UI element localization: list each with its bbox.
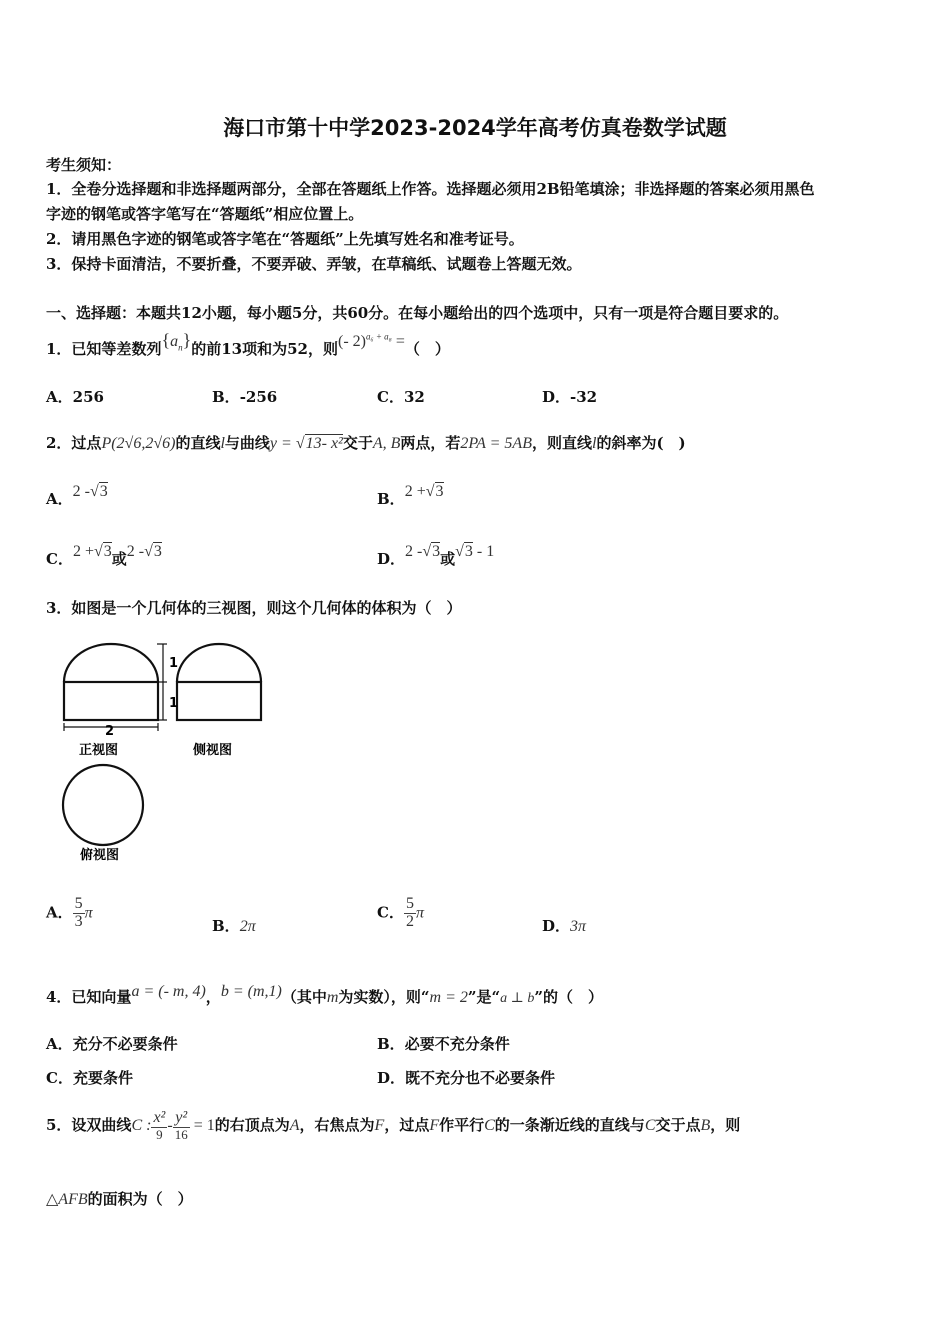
question-3: 3．如图是一个几何体的三视图，则这个几何体的体积为（ ） [46, 599, 462, 617]
q5-end: ，则 [710, 1116, 741, 1134]
notice-line-1b: 字迹的钢笔或答字笔写在“答题纸”相应位置上。 [46, 205, 364, 223]
q2-option-d [377, 543, 495, 569]
q1-option-d [542, 386, 597, 407]
q2-option-c-or: 或 [111, 550, 127, 568]
q2-curve-radicand: 13- x² [305, 435, 343, 452]
q3-option-b [212, 915, 256, 936]
page-title: 海口市第十中学2023-2024学年高考仿真卷数学试题 [223, 116, 727, 140]
q4-option-a-label: A． [46, 1035, 73, 1053]
q5-minus: - [167, 1117, 173, 1134]
q1-option-b-text: -256 [239, 388, 278, 406]
q5-sixteen: 16 [174, 1127, 188, 1143]
q4-option-d-label: D． [377, 1069, 406, 1087]
q5-nine: 9 [156, 1127, 163, 1143]
q4-m: m [326, 989, 339, 1006]
q2-mid5: ，则直线 [531, 434, 592, 452]
q3-option-c-frac [404, 896, 416, 931]
q3-option-d-text: 3π [570, 918, 587, 935]
q4-perpendicular: a ⊥ b [500, 991, 535, 1006]
front-view-caption: 正视图 [79, 743, 119, 758]
q1-option-a [46, 386, 104, 407]
q2-ab: A, B [372, 435, 401, 452]
q2-option-c-expr2: 2 -√3 [126, 543, 162, 560]
q2-option-c-label: C． [46, 550, 73, 568]
q2-line-l: l [220, 435, 225, 452]
q1-prefix: 1．已知等差数列 [46, 340, 162, 358]
q5-equals-one: = 1 [189, 1117, 215, 1134]
q4-option-a [46, 1033, 178, 1054]
q5-mid1: 的右顶点为 [214, 1116, 290, 1134]
q3-option-d-label: D． [542, 917, 571, 935]
q5-point-a: A [289, 1117, 300, 1134]
q5-frac-y [173, 1110, 190, 1141]
q5-curve-c2: C [644, 1117, 656, 1134]
q1-option-c [377, 386, 425, 407]
q2-option-a-expr: 2 -√3 [72, 483, 108, 500]
q4-option-c-text: 充要条件 [72, 1069, 133, 1087]
q3-option-c-pi: π [415, 904, 424, 922]
q2-prefix: 2．过点 [46, 434, 102, 452]
q1-option-b [212, 386, 277, 407]
q5-curve-c: C [484, 1117, 495, 1134]
q2-option-d-label: D． [377, 550, 406, 568]
q4-option-a-text: 充分不必要条件 [72, 1035, 178, 1053]
q5-mid3: ，过点 [384, 1116, 430, 1134]
question-2 [46, 432, 686, 453]
q2-point: P(2√6,2√6) [101, 435, 176, 452]
q3-option-a-label: A． [46, 903, 73, 922]
top-view-caption: 俯视图 [80, 848, 120, 863]
q1-seq-a: a [170, 333, 179, 350]
q2-line-l2: l [591, 435, 597, 452]
notice-line-2: 2．请用黑色字迹的钢笔或答字笔在“答题纸”上先填写姓名和准考证号。 [46, 230, 524, 248]
q1-option-d-text: -32 [570, 388, 598, 406]
q2-mid4: 两点，若 [400, 434, 461, 452]
q5-line-2 [46, 1188, 193, 1209]
q1-option-c-text: 32 [403, 388, 425, 406]
q3-option-c-label: C． [377, 903, 404, 922]
q2-option-d-expr1: 2 -√3 [405, 543, 441, 560]
q5-mid5: 的一条渐近线的直线与 [494, 1116, 645, 1134]
question-4 [46, 983, 603, 1007]
q4-mid3: ”是“ [467, 988, 501, 1006]
q1-seq-n: n [178, 342, 183, 353]
q5-point-f: F [374, 1117, 385, 1134]
q4-option-d-text: 既不充分也不必要条件 [405, 1069, 556, 1087]
q1-paren: （ ） [404, 340, 450, 358]
q2-option-d-or: 或 [440, 550, 456, 568]
q5-y-squared: y² [173, 1110, 190, 1128]
q2-mid3: 交于 [342, 434, 373, 452]
q4-vector-a: a = (- m, 4) [131, 983, 206, 1000]
q3-option-c-num: 5 [405, 895, 414, 912]
front-view-arc [64, 644, 158, 682]
q4-comma: ， [205, 988, 221, 1006]
q5-point-f2: F [429, 1117, 440, 1134]
q1-option-d-label: D． [542, 388, 571, 406]
q2-option-c-r1: 3 [103, 543, 112, 560]
q2-option-d-p1: 2 - [405, 543, 423, 560]
q2-curve-y: y = [269, 435, 296, 452]
q1-expr-exp: a₆ + a₈ [365, 331, 392, 342]
q2-option-b-expr: 2 +√3 [404, 483, 444, 500]
three-view-figure [55, 635, 270, 870]
q1-mid: 的前13项和为52，则 [191, 340, 338, 358]
section-heading: 一、选择题：本题共12小题，每小题5分，共60分。在每小题给出的四个选项中，只有一项是符合题目要求的。 [46, 304, 789, 322]
q3-option-b-text: 2π [239, 918, 256, 935]
q4-option-c [46, 1067, 133, 1088]
side-view-caption: 侧视图 [193, 743, 233, 758]
q4-option-b-text: 必要不充分条件 [404, 1035, 510, 1053]
q4-option-d [377, 1067, 555, 1088]
q1-expr [338, 333, 405, 350]
top-view-circle [63, 765, 143, 845]
q5-area-question: 的面积为（ ） [87, 1190, 193, 1208]
q3-option-a-den: 3 [74, 912, 83, 930]
q4-mid: （其中 [281, 988, 327, 1006]
q2-option-d-expr2: √3 - 1 [455, 543, 495, 560]
q4-option-b-label: B． [377, 1035, 405, 1053]
q5-mid6: 交于点 [655, 1116, 701, 1134]
q3-option-a-frac [73, 896, 85, 931]
q1-seq: $\{a_n\}$ [161, 330, 192, 353]
q2-option-c-r2: 3 [153, 543, 162, 560]
q2-option-c-p1: 2 + [72, 543, 94, 560]
q2-condition: 2PA = 5AB [460, 435, 532, 452]
q4-option-b [377, 1033, 510, 1054]
q2-option-c-p2: 2 - [126, 543, 145, 560]
q4-mid2: 为实数），则“ [338, 988, 430, 1006]
q2-option-b-label: B． [377, 490, 405, 508]
q4-end: ”的（ ） [534, 988, 603, 1006]
q2-option-b [377, 483, 444, 509]
q2-curve-root: √13- x² [295, 435, 343, 452]
q5-prefix: 5．设双曲线 [46, 1116, 132, 1134]
q3-option-b-label: B． [212, 917, 240, 935]
dim-top-label: 1 [169, 656, 179, 671]
q2-option-a [46, 483, 108, 509]
notice-heading: 考生须知： [46, 156, 122, 174]
q3-option-d [542, 915, 586, 936]
q5-curve-label: C : [131, 1117, 152, 1134]
q5-mid2: ，右焦点为 [299, 1116, 375, 1134]
q1-option-b-label: B． [212, 388, 240, 406]
q2-mid1: 的直线 [175, 434, 221, 452]
q3-option-c-den: 2 [405, 912, 414, 930]
q1-option-a-label: A． [46, 388, 73, 406]
question-5 [46, 1104, 740, 1147]
q2-option-b-pre: 2 + [404, 483, 426, 500]
side-view-rect [177, 682, 261, 720]
q2-option-a-root: 3 [99, 483, 108, 500]
q2-option-b-root: 3 [435, 483, 444, 500]
q2-option-a-pre: 2 - [72, 483, 90, 500]
dim-width-label: 2 [105, 724, 115, 739]
q1-expr-eq: = [391, 333, 405, 350]
q2-end: 的斜率为( ) [596, 434, 686, 452]
dim-bottom-label: 1 [169, 696, 179, 711]
q2-option-d-r2: 3 [464, 543, 473, 560]
q2-option-c-expr1: 2 +√3 [72, 543, 112, 560]
notice-line-3: 3．保持卡面清洁，不要折叠，不要弄破、弄皱，在草稿纸、试题卷上答题无效。 [46, 255, 582, 273]
q2-mid2: 与曲线 [224, 434, 270, 452]
q4-option-c-label: C． [46, 1069, 73, 1087]
q3-option-a-pi: π [84, 904, 93, 922]
q3-option-c [377, 896, 424, 931]
q3-option-a-num: 5 [74, 895, 83, 912]
q5-frac-x [151, 1110, 167, 1141]
q1-option-c-label: C． [377, 388, 404, 406]
q5-point-b: B [700, 1117, 711, 1134]
front-view-rect [64, 682, 158, 720]
q1-option-a-text: 256 [72, 388, 104, 406]
side-view-arc [177, 644, 261, 682]
q2-option-d-post: - 1 [476, 543, 495, 560]
q2-option-a-label: A． [46, 490, 73, 508]
q2-option-c [46, 543, 162, 569]
q4-prefix: 4．已知向量 [46, 988, 132, 1006]
q4-vector-b: b = (m,1) [220, 983, 282, 1000]
q5-mid4: 作平行 [439, 1116, 485, 1134]
q5-x-squared: x² [153, 1109, 166, 1127]
question-1 [46, 330, 450, 361]
q4-condition: m = 2 [429, 989, 468, 1006]
q3-option-a [46, 896, 93, 931]
q1-expr-base: (- 2) [337, 333, 366, 350]
q2-option-d-r1: 3 [432, 543, 441, 560]
q5-triangle: △AFB [46, 1191, 88, 1208]
notice-line-1a: 1．全卷分选择题和非选择题两部分，全部在答题纸上作答。选择题必须用2B铅笔填涂；非选择题的答案必须用黑色 [46, 180, 815, 198]
